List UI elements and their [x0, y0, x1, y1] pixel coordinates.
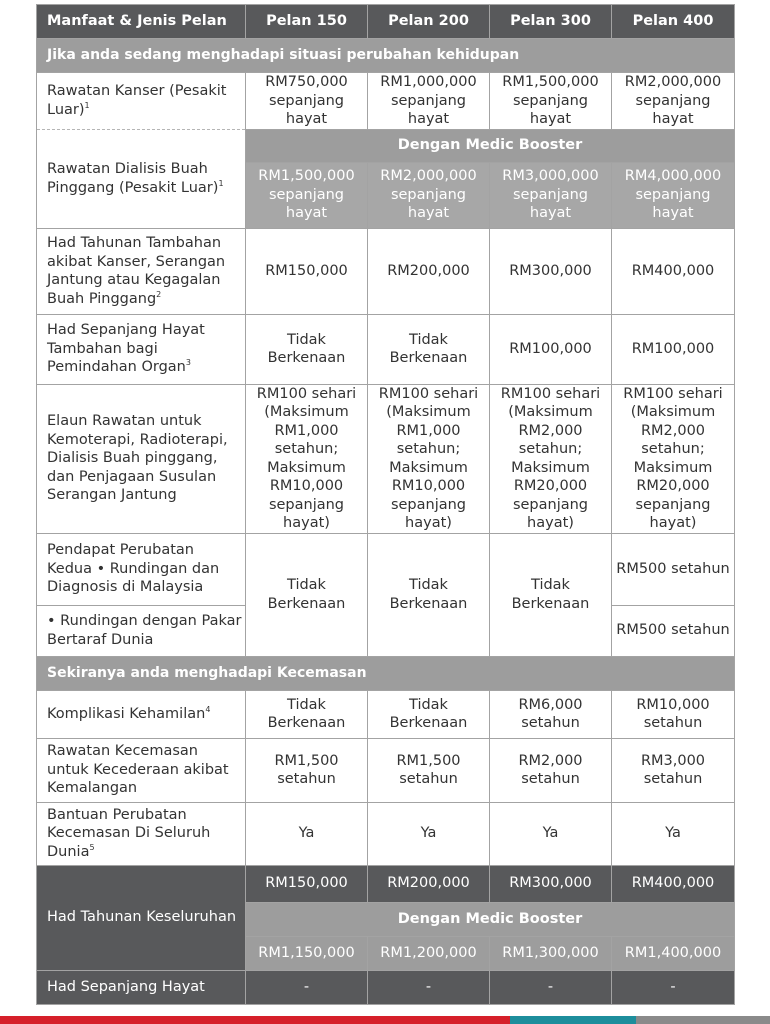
additional-annual-limit-text: Had Tahunan Tambahan akibat Kanser, Serangan Jantung atau Kegagalan Buah Pinggang	[47, 235, 226, 307]
footer-color-bar	[0, 1016, 770, 1024]
dialysis-plan-300: RM3,000,000 sepanjang hayat	[490, 162, 612, 228]
row-worldwide-assistance	[37, 802, 735, 865]
pregnancy-plan-150: Tidak Berkenaan	[246, 690, 368, 738]
dialysis-plan-200: RM2,000,000 sepanjang hayat	[368, 162, 490, 228]
organ-transplant-text: Had Sepanjang Hayat Tambahan bagi Pemindahan Organ	[47, 322, 205, 376]
header-benefit-type: Manfaat & Jenis Pelan	[37, 5, 246, 39]
table-header-row	[37, 5, 735, 39]
overall-booster-plan-200: RM1,200,000	[368, 936, 490, 970]
dialysis-plan-150: RM1,500,000 sepanjang hayat	[246, 162, 368, 228]
allowance-plan-400: RM100 sehari (Maksimum RM2,000 setahun; Maksimum RM20,000 sepanjang hayat)	[612, 384, 735, 533]
overall-booster-plan-400: RM1,400,000	[612, 936, 735, 970]
cancer-plan-300: RM1,500,000 sepanjang hayat	[490, 73, 612, 130]
row-accident-emergency	[37, 738, 735, 802]
row-label-overall-annual-limit: Had Tahunan Keseluruhan	[37, 865, 246, 970]
pregnancy-plan-400: RM10,000 setahun	[612, 690, 735, 738]
cancer-plan-150: RM750,000 sepanjang hayat	[246, 73, 368, 130]
dialysis-label-text: Rawatan Dialisis Buah Pinggang (Pesakit Luar)	[47, 161, 219, 196]
organ-plan-200: Tidak Berkenaan	[368, 314, 490, 384]
pregnancy-footnote: 4	[205, 704, 211, 714]
header-plan-200: Pelan 200	[368, 5, 490, 39]
header-plan-150: Pelan 150	[246, 5, 368, 39]
overall-limit-plan-200: RM200,000	[368, 865, 490, 902]
worldwide-assistance-text: Bantuan Perubatan Kecemasan Di Seluruh Dunia	[47, 806, 211, 860]
row-label-second-opinion-world: • Rundingan dengan Pakar Bertaraf Dunia	[37, 605, 246, 656]
row-label-cancer	[37, 73, 246, 130]
assistance-plan-300: Ya	[490, 802, 612, 865]
allowance-plan-300: RM100 sehari (Maksimum RM2,000 setahun; Maksimum RM20,000 sepanjang hayat)	[490, 384, 612, 533]
second-opinion-plan-200: Tidak Berkenaan	[368, 533, 490, 656]
pregnancy-label-text: Komplikasi Kehamilan	[47, 705, 206, 722]
medic-booster-label: Dengan Medic Booster	[246, 129, 735, 162]
assistance-plan-400: Ya	[612, 802, 735, 865]
overall-medic-booster-label: Dengan Medic Booster	[246, 902, 735, 936]
additional-limit-plan-150: RM150,000	[246, 228, 368, 314]
allowance-plan-200: RM100 sehari (Maksimum RM1,000 setahun; Maksimum RM10,000 sepanjang hayat)	[368, 384, 490, 533]
row-organ-transplant	[37, 314, 735, 384]
row-lifetime-limit	[37, 970, 735, 1004]
overall-limit-plan-150: RM150,000	[246, 865, 368, 902]
row-second-opinion-malaysia	[37, 533, 735, 605]
allowance-plan-150: RM100 sehari (Maksimum RM1,000 setahun; Maksimum RM10,000 sepanjang hayat)	[246, 384, 368, 533]
header-plan-300: Pelan 300	[490, 5, 612, 39]
section-title-life-change: Jika anda sedang menghadapi situasi perubahan kehidupan	[37, 39, 735, 73]
cancer-plan-400: RM2,000,000 sepanjang hayat	[612, 73, 735, 130]
row-additional-annual-limit	[37, 228, 735, 314]
second-opinion-world-plan-400: RM500 setahun	[612, 605, 735, 656]
overall-booster-plan-300: RM1,300,000	[490, 936, 612, 970]
section-row-life-change	[37, 39, 735, 73]
lifetime-plan-150: -	[246, 970, 368, 1004]
footer-teal-segment	[510, 1016, 636, 1024]
accident-plan-400: RM3,000 setahun	[612, 738, 735, 802]
worldwide-assistance-footnote: 5	[89, 842, 95, 852]
overall-limit-plan-400: RM400,000	[612, 865, 735, 902]
overall-limit-plan-300: RM300,000	[490, 865, 612, 902]
benefits-table	[36, 4, 735, 1005]
section-title-emergency: Sekiranya anda menghadapi Kecemasan	[37, 656, 735, 690]
organ-plan-150: Tidak Berkenaan	[246, 314, 368, 384]
assistance-plan-200: Ya	[368, 802, 490, 865]
row-label-lifetime-limit: Had Sepanjang Hayat	[37, 970, 246, 1004]
row-label-treatment-allowance: Elaun Rawatan untuk Kemoterapi, Radioterapi, Dialisis Buah pinggang, dan Penjagaan Susulan Serangan Jantung	[37, 384, 246, 533]
row-cancer-treatment	[37, 73, 735, 130]
row-label-dialysis	[37, 129, 246, 228]
row-label-pregnancy	[37, 690, 246, 738]
accident-plan-200: RM1,500 setahun	[368, 738, 490, 802]
additional-limit-plan-400: RM400,000	[612, 228, 735, 314]
row-label-organ-transplant	[37, 314, 246, 384]
cancer-footnote: 1	[84, 100, 90, 110]
additional-limit-plan-300: RM300,000	[490, 228, 612, 314]
second-opinion-malaysia-plan-400: RM500 setahun	[612, 533, 735, 605]
lifetime-plan-300: -	[490, 970, 612, 1004]
accident-plan-150: RM1,500 setahun	[246, 738, 368, 802]
footer-gray-segment	[636, 1016, 770, 1024]
pregnancy-plan-300: RM6,000 setahun	[490, 690, 612, 738]
lifetime-plan-400: -	[612, 970, 735, 1004]
additional-limit-plan-200: RM200,000	[368, 228, 490, 314]
second-opinion-plan-300: Tidak Berkenaan	[490, 533, 612, 656]
organ-transplant-footnote: 3	[185, 358, 191, 368]
dialysis-footnote: 1	[218, 178, 224, 188]
organ-plan-300: RM100,000	[490, 314, 612, 384]
lifetime-plan-200: -	[368, 970, 490, 1004]
footer-red-segment	[0, 1016, 510, 1024]
row-label-accident-emergency: Rawatan Kecemasan untuk Kecederaan akibat Kemalangan	[37, 738, 246, 802]
row-pregnancy-complication	[37, 690, 735, 738]
row-label-additional-annual-limit	[37, 228, 246, 314]
row-treatment-allowance	[37, 384, 735, 533]
row-label-worldwide-assistance	[37, 802, 246, 865]
row-label-second-opinion-malaysia: Pendapat Perubatan Kedua • Rundingan dan Diagnosis di Malaysia	[37, 533, 246, 605]
accident-plan-300: RM2,000 setahun	[490, 738, 612, 802]
section-row-emergency	[37, 656, 735, 690]
assistance-plan-150: Ya	[246, 802, 368, 865]
dialysis-plan-400: RM4,000,000 sepanjang hayat	[612, 162, 735, 228]
overall-booster-plan-150: RM1,150,000	[246, 936, 368, 970]
cancer-label-text: Rawatan Kanser (Pesakit Luar)	[47, 83, 227, 118]
header-plan-400: Pelan 400	[612, 5, 735, 39]
additional-annual-limit-footnote: 2	[156, 289, 162, 299]
second-opinion-plan-150: Tidak Berkenaan	[246, 533, 368, 656]
cancer-plan-200: RM1,000,000 sepanjang hayat	[368, 73, 490, 130]
organ-plan-400: RM100,000	[612, 314, 735, 384]
pregnancy-plan-200: Tidak Berkenaan	[368, 690, 490, 738]
row-medic-booster-band	[37, 129, 735, 162]
row-overall-annual-limit	[37, 865, 735, 902]
